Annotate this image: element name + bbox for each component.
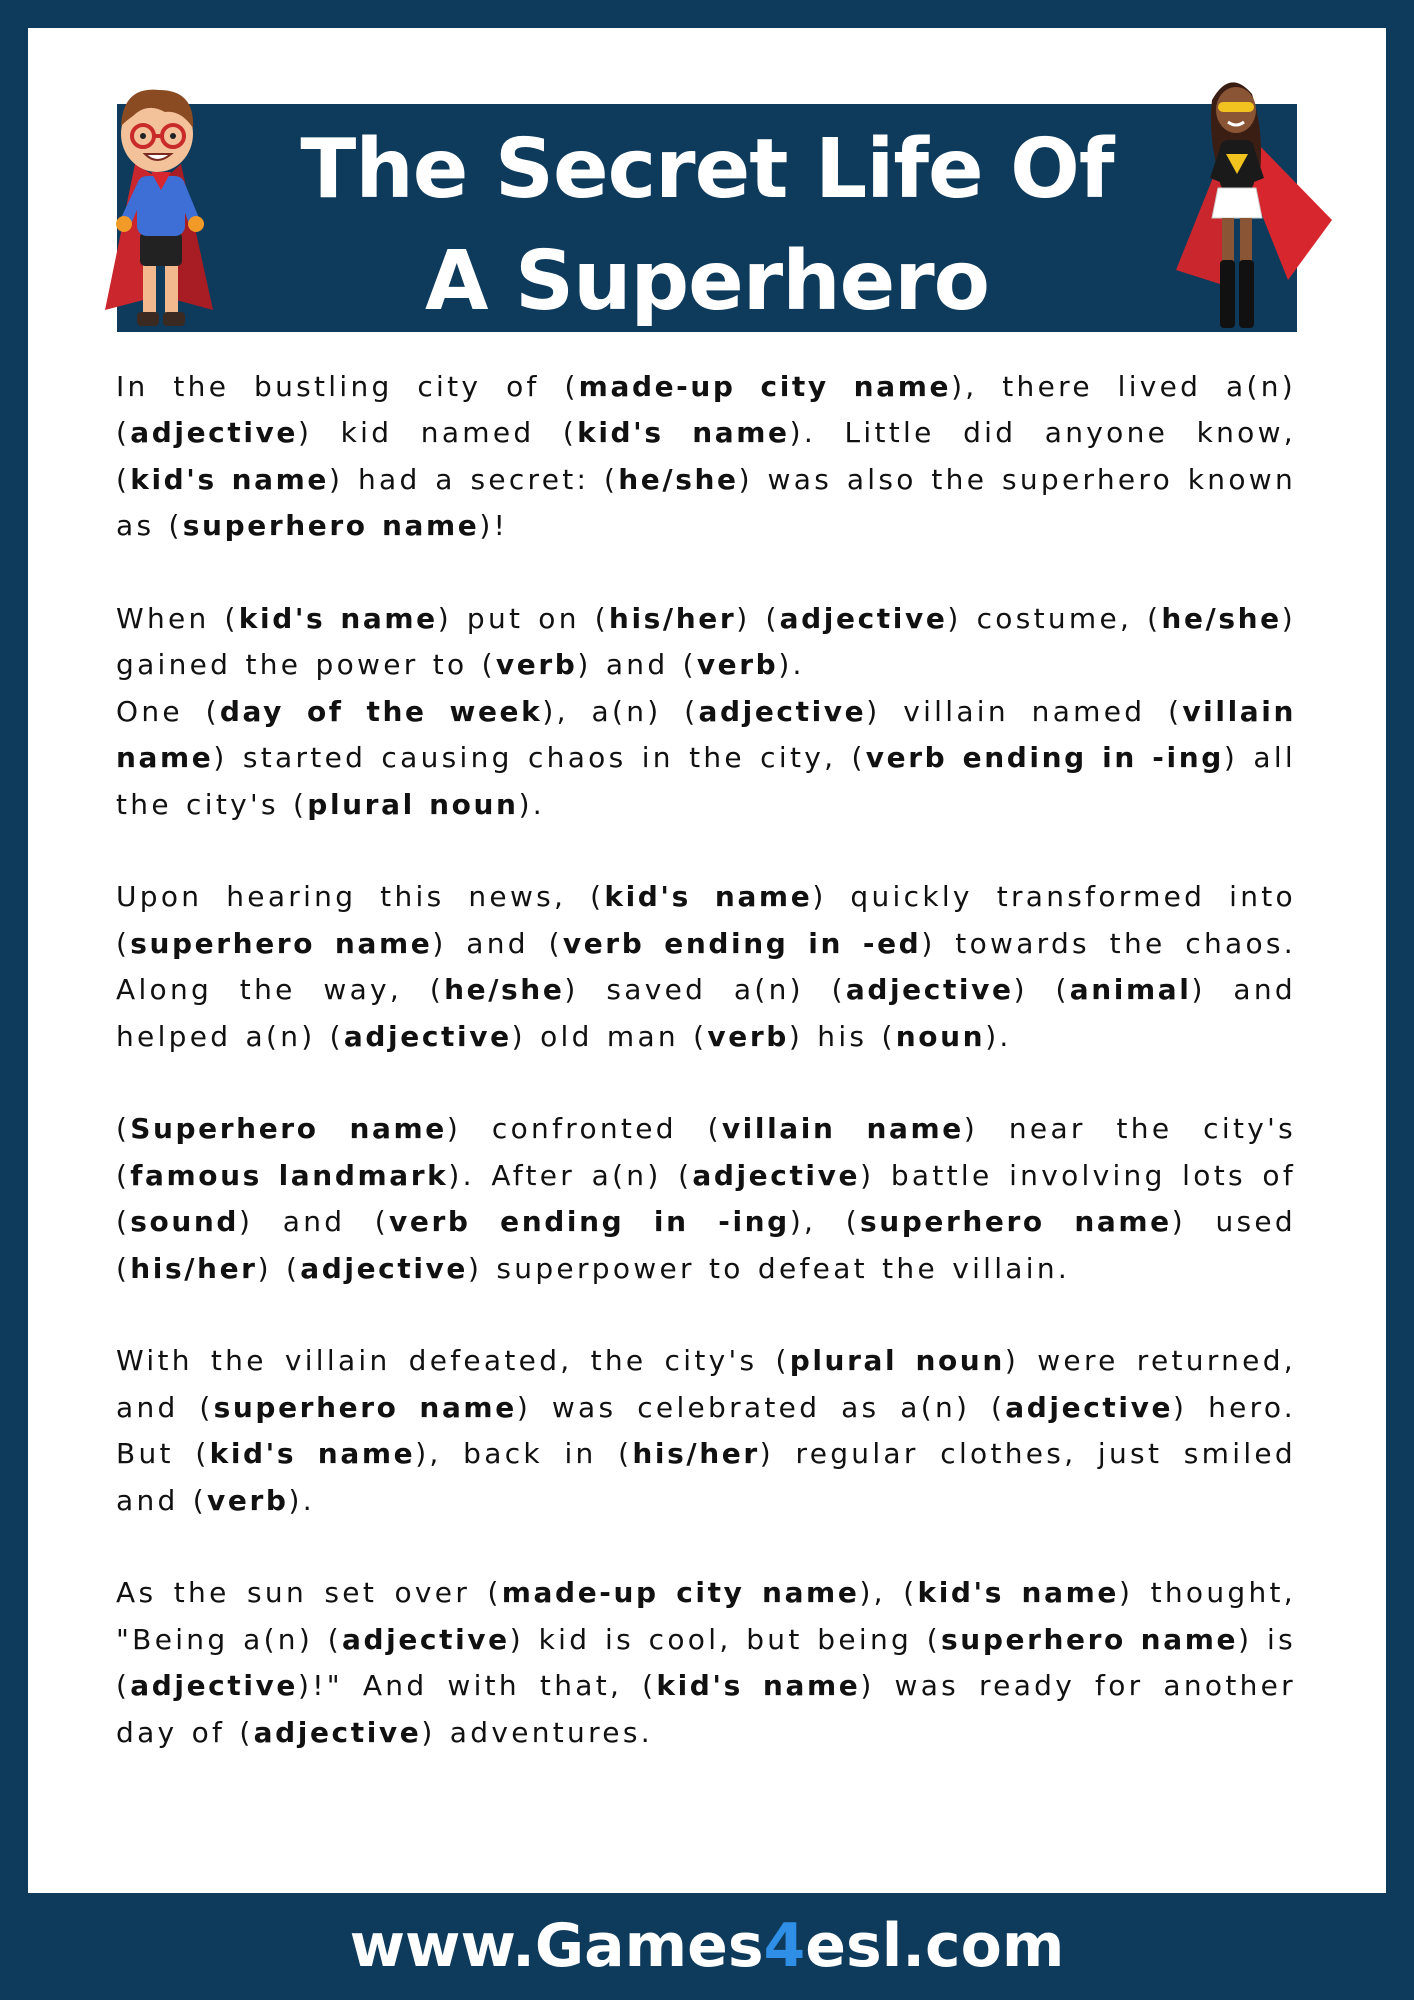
story-text-run: ) superpower to defeat the villain. <box>468 1251 1071 1285</box>
blank-prompt: adjective <box>845 973 1014 1007</box>
story-text-run: ) was also the superhero known as ( <box>116 462 1296 543</box>
story-text-run: ) confronted ( <box>446 1112 722 1146</box>
blank-prompt: his/her <box>632 1437 760 1471</box>
blank-prompt: superhero name <box>859 1205 1172 1239</box>
blank-prompt: sound <box>130 1205 240 1239</box>
story-text-run: ). <box>985 1019 1012 1053</box>
story-text-run: ) and ( <box>432 926 563 960</box>
story-text-run: ) kid named ( <box>297 416 578 450</box>
title-line-2: A Superhero <box>425 234 989 329</box>
blank-prompt: adjective <box>341 1622 510 1656</box>
story-text-run: ) and ( <box>239 1205 390 1239</box>
story-text-run: Upon hearing this news, ( <box>116 880 605 914</box>
story-text-run: ) regular clothes, just smiled and ( <box>116 1437 1296 1517</box>
blank-prompt: kid's name <box>238 602 438 636</box>
story-text-run: ), ( <box>859 1576 918 1610</box>
blank-prompt: adjective <box>692 1158 861 1192</box>
story-text-run: ) had a secret: ( <box>329 462 619 496</box>
story-text-run: ) started causing chaos in the city, ( <box>213 741 866 775</box>
story-text-run: ), back in ( <box>415 1437 633 1471</box>
blank-prompt: Superhero name <box>130 1112 447 1146</box>
blank-prompt: superhero name <box>213 1390 517 1424</box>
story-paragraph <box>116 1106 1296 1292</box>
blank-prompt: verb <box>495 648 578 682</box>
story-text-run: ) ( <box>257 1251 301 1285</box>
title-line-1: The Secret Life Of <box>300 122 1114 217</box>
story-text-run: ). <box>288 1483 315 1517</box>
page-title <box>117 114 1297 338</box>
story-text-run: ). <box>778 648 805 682</box>
story-text-run: ) costume, ( <box>947 602 1162 636</box>
story-text-run: In the bustling city of ( <box>116 370 579 403</box>
story-paragraph <box>116 874 1296 1060</box>
blank-prompt: noun <box>895 1019 986 1053</box>
story-text-run: ), there lived a(n) ( <box>116 370 1296 450</box>
blank-prompt: adjective <box>130 416 298 450</box>
blank-prompt: verb <box>707 1019 789 1053</box>
blank-prompt: plural noun <box>307 787 519 821</box>
blank-prompt: he/she <box>1161 602 1282 636</box>
story-text-run: ), a(n) ( <box>542 694 699 728</box>
blank-prompt: kid's name <box>130 462 330 496</box>
story-text-run: ) was celebrated as a(n) ( <box>516 1390 1006 1424</box>
story-paragraph <box>116 1338 1296 1524</box>
blank-prompt: verb ending in -ed <box>562 926 922 960</box>
website-footer <box>0 1893 1414 2000</box>
blank-prompt: villain name <box>721 1112 964 1146</box>
footer-prefix: www.Games <box>349 1911 764 1981</box>
story-text <box>116 364 1296 1803</box>
story-text-run: ), ( <box>789 1205 860 1239</box>
story-paragraph <box>116 689 1296 828</box>
story-text-run: ) villain named ( <box>866 694 1183 728</box>
blank-prompt: animal <box>1069 973 1192 1007</box>
story-text-run: ) near the city's ( <box>116 1112 1296 1192</box>
story-text-run: ) hero. But ( <box>116 1390 1296 1471</box>
story-text-run: ) adventures. <box>421 1715 653 1749</box>
story-text-run: ) put on ( <box>437 602 609 636</box>
blank-prompt: kid's name <box>604 880 813 914</box>
story-text-run: ) ( <box>1013 973 1070 1007</box>
story-text-run: ). After a(n) ( <box>448 1158 693 1192</box>
story-text-run: ) kid is cool, but being ( <box>509 1622 942 1656</box>
blank-prompt: adjective <box>343 1019 512 1053</box>
story-paragraph <box>116 1570 1296 1756</box>
story-text-run: ) saved a(n) ( <box>564 973 846 1007</box>
blank-prompt: famous landmark <box>130 1158 449 1192</box>
story-text-run: ) used ( <box>116 1205 1296 1285</box>
blank-prompt: his/her <box>130 1251 258 1285</box>
blank-prompt: he/she <box>618 462 739 496</box>
story-text-run: When ( <box>116 602 239 636</box>
story-text-run: ) were returned, and ( <box>116 1344 1296 1424</box>
story-paragraph <box>116 596 1296 689</box>
footer-suffix: esl.com <box>805 1911 1065 1981</box>
blank-prompt: kid's name <box>917 1576 1119 1610</box>
boy-superhero-illustration <box>95 72 235 334</box>
blank-prompt: adjective <box>300 1251 468 1285</box>
blank-prompt: verb <box>207 1483 289 1517</box>
blank-prompt: adjective <box>253 1715 422 1749</box>
story-text-run: ) quickly transformed into ( <box>116 880 1296 960</box>
story-text-run: ) his ( <box>788 1019 896 1053</box>
story-text-run: ) was ready for another day of ( <box>116 1669 1296 1749</box>
blank-prompt: villain name <box>116 694 1296 775</box>
story-text-run: ) and helped a(n) ( <box>116 973 1296 1053</box>
title-banner <box>117 104 1297 332</box>
girl-superhero-illustration <box>1168 70 1336 336</box>
blank-prompt: day of the week <box>219 694 543 728</box>
story-text-run: ) towards the chaos. Along the way, ( <box>116 926 1296 1007</box>
blank-prompt: superhero name <box>941 1622 1239 1656</box>
story-text-run: ). Little did anyone know, ( <box>116 416 1296 496</box>
footer-four: 4 <box>763 1911 806 1981</box>
story-text-run: One ( <box>116 694 220 728</box>
blank-prompt: adjective <box>779 602 948 636</box>
blank-prompt: made-up city name <box>578 370 952 403</box>
story-text-run: With the villain defeated, the city's ( <box>116 1344 790 1378</box>
story-text-run: ) is ( <box>116 1622 1296 1703</box>
story-text-run: )! <box>479 509 509 543</box>
story-text-run: ) thought, "Being a(n) ( <box>116 1576 1296 1656</box>
blank-prompt: verb <box>696 648 779 682</box>
story-text-run: ) ( <box>736 602 780 636</box>
blank-prompt: superhero name <box>182 509 480 543</box>
story-text-run: ) and ( <box>577 648 697 682</box>
blank-prompt: verb ending in -ing <box>389 1205 790 1239</box>
story-text-run: ) all the city's ( <box>116 741 1296 821</box>
blank-prompt: adjective <box>698 694 867 728</box>
blank-prompt: verb ending in -ing <box>865 741 1224 775</box>
story-text-run: ) gained the power to ( <box>116 602 1296 682</box>
blank-prompt: kid's name <box>656 1669 861 1703</box>
blank-prompt: adjective <box>130 1669 298 1703</box>
blank-prompt: superhero name <box>130 926 433 960</box>
blank-prompt: he/she <box>444 973 565 1007</box>
story-text-run: ( <box>116 1112 131 1146</box>
story-text-run: ) battle involving lots of ( <box>116 1158 1296 1239</box>
story-text-run: ) old man ( <box>511 1019 708 1053</box>
blank-prompt: his/her <box>608 602 737 636</box>
story-text-run: )!" And with that, ( <box>297 1669 657 1703</box>
blank-prompt: kid's name <box>577 416 790 450</box>
story-text-run: ). <box>518 787 545 821</box>
story-text-run: As the sun set over ( <box>116 1576 502 1610</box>
story-paragraph <box>116 364 1296 550</box>
blank-prompt: kid's name <box>209 1437 416 1471</box>
blank-prompt: plural noun <box>789 1344 1005 1378</box>
blank-prompt: made-up city name <box>501 1576 860 1610</box>
blank-prompt: adjective <box>1005 1390 1174 1424</box>
